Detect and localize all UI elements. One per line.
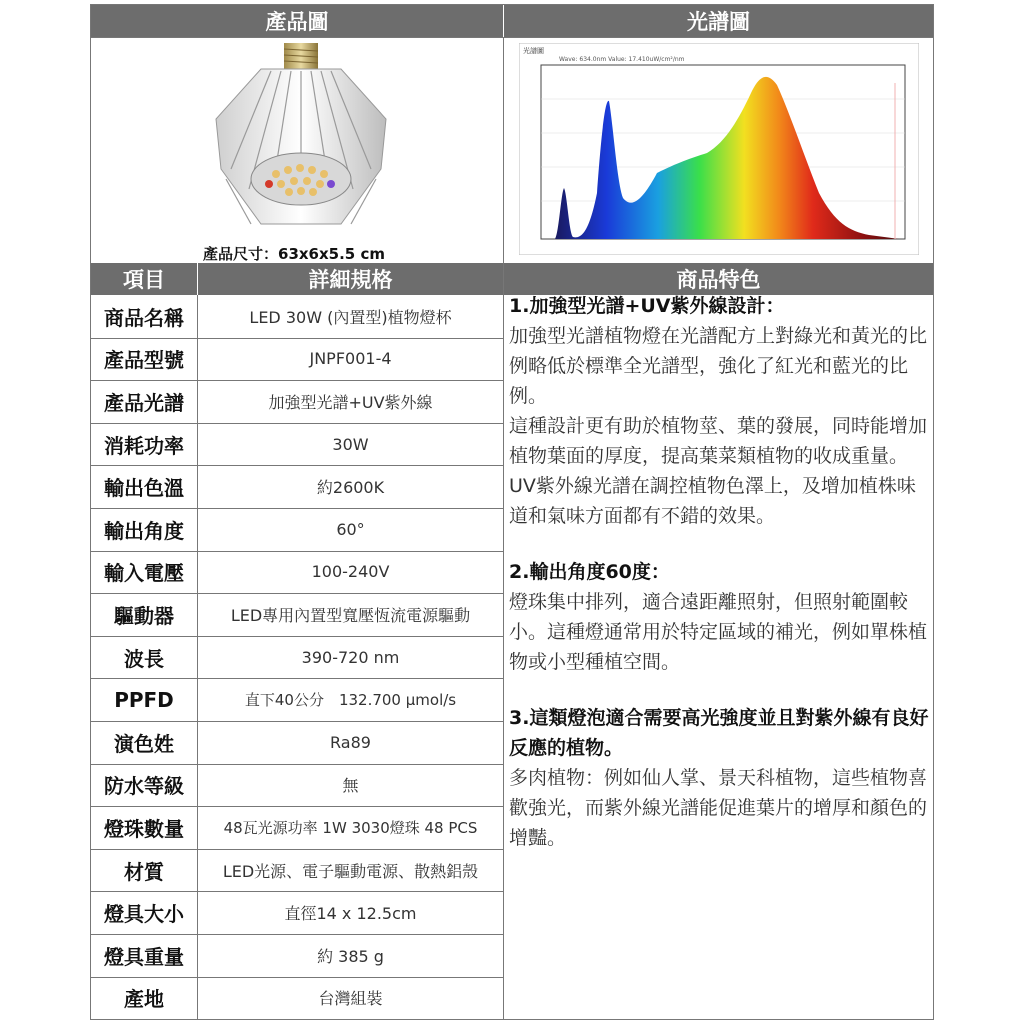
spec-label: 商品名稱 bbox=[104, 305, 184, 330]
spec-value: LED光源、電子驅動電源、散熱鋁殼 bbox=[222, 861, 479, 881]
spec-label: 演色姓 bbox=[114, 731, 174, 756]
features-panel bbox=[509, 291, 929, 853]
item-header: 項目 bbox=[91, 263, 197, 295]
spec-label: 輸入電壓 bbox=[104, 561, 184, 586]
lamp-product-image bbox=[191, 39, 411, 239]
feature-1-para-2: 這種設計更有助於植物莖、葉的發展，同時能增加植物葉面的厚度，提高葉菜類植物的收成重量。 bbox=[509, 415, 928, 467]
spec-value: 直下40公分 132.700 μmol/s bbox=[244, 691, 457, 710]
spec-value: LED 30W (內置型)植物燈杯 bbox=[249, 307, 452, 327]
spec-value: 100-240V bbox=[311, 562, 390, 582]
spec-label: 材質 bbox=[124, 859, 164, 884]
spec-label: 產品光譜 bbox=[104, 390, 184, 415]
spec-value: JNPF001-4 bbox=[309, 349, 392, 369]
spec-label: 驅動器 bbox=[114, 603, 174, 628]
feature-1-para-1: 加強型光譜植物燈在光譜配方上對綠光和黃光的比例略低於標準全光譜型，強化了紅光和藍光的比例。 bbox=[509, 325, 928, 407]
spec-value: Ra89 bbox=[330, 732, 371, 752]
spec-value: 390-720 nm bbox=[301, 647, 400, 667]
spec-label: 防水等級 bbox=[104, 774, 184, 799]
product-sheet bbox=[90, 4, 934, 1020]
spectrum-image-header: 光譜圖 bbox=[504, 5, 933, 37]
spec-label: 燈珠數量 bbox=[104, 816, 184, 841]
spec-label: 燈具重量 bbox=[104, 944, 184, 969]
spec-value: 60° bbox=[336, 519, 365, 539]
spec-value: 48瓦光源功率 1W 3030燈珠 48 PCS bbox=[223, 818, 478, 837]
spec-label: 產品型號 bbox=[104, 348, 184, 373]
feature-3-title: 3.這類燈泡適合需要高光強度並且對紫外線有良好反應的植物。 bbox=[509, 707, 929, 759]
spec-label: PPFD bbox=[114, 687, 174, 712]
spec-label: 燈具大小 bbox=[104, 902, 184, 927]
spec-value: 直徑14 x 12.5cm bbox=[284, 904, 417, 924]
feature-2-para-1: 燈珠集中排列，適合遠距離照射，但照射範圍較小。這種燈通常用於特定區域的補光，例如單株植物或小型種植空間。 bbox=[509, 591, 928, 673]
spec-value: 約2600K bbox=[316, 478, 385, 498]
spec-label: 輸出色溫 bbox=[104, 476, 184, 501]
feature-2-title: 2.輸出角度60度： bbox=[509, 561, 670, 583]
spectrum-chart-title: 光譜圖 bbox=[523, 47, 544, 55]
feature-1-title: 1.加強型光譜+UV紫外線設計： bbox=[509, 295, 785, 317]
spec-value: 台灣組裝 bbox=[318, 989, 383, 1009]
features-header: 商品特色 bbox=[504, 263, 933, 295]
product-image-header: 產品圖 bbox=[91, 5, 503, 37]
spec-value: 約 385 g bbox=[317, 946, 384, 966]
feature-3-para-1: 多肉植物：例如仙人掌、景天科植物，這些植物喜歡強光，而紫外線光譜能促進葉片的增厚和顏色的增豔。 bbox=[509, 767, 928, 849]
spec-value: 加強型光譜+UV紫外線 bbox=[268, 392, 433, 412]
spec-label: 輸出角度 bbox=[104, 518, 184, 543]
spec-label: 消耗功率 bbox=[104, 433, 184, 458]
spectrum-chart-info: Wave: 634.0nm Value: 17.410uW/cm²/nm bbox=[559, 56, 685, 63]
spec-header: 詳細規格 bbox=[198, 263, 503, 295]
spec-value: 無 bbox=[342, 776, 359, 796]
product-size-caption: 產品尺寸：63x6x5.5 cm bbox=[203, 245, 385, 263]
feature-1-para-3: UV紫外線光譜在調控植物色澤上，及增加植株味道和氣味方面都有不錯的效果。 bbox=[509, 475, 916, 527]
spec-value: LED專用內置型寬壓恆流電源驅動 bbox=[230, 605, 471, 625]
spectrum-chart bbox=[519, 43, 919, 255]
spec-label: 產地 bbox=[124, 987, 164, 1012]
spec-value: 30W bbox=[332, 434, 369, 454]
spec-label: 波長 bbox=[124, 646, 164, 671]
